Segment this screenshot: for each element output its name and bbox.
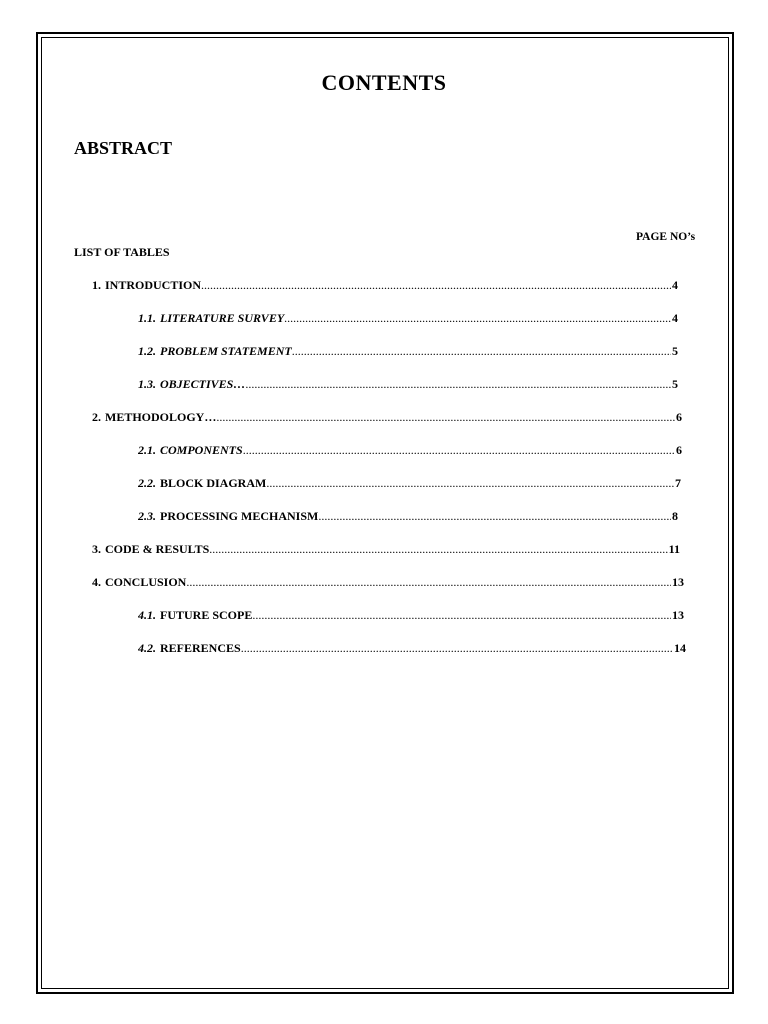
toc-entry-number: 1. [92, 278, 101, 292]
toc-entry-number: 2. [92, 410, 101, 424]
toc-entry-page: 11 [668, 542, 680, 556]
toc-leader-dots [252, 608, 671, 623]
toc-entry-number: 3. [92, 542, 101, 556]
toc-entry-label: FUTURE SCOPE [160, 608, 253, 622]
toc-entry-label: OBJECTIVES… [160, 377, 246, 391]
toc-leader-dots [266, 476, 674, 491]
toc-entry-label: LITERATURE SURVEY [160, 311, 285, 325]
toc-entry-methodology[interactable] [92, 410, 682, 426]
toc-entry-label: PROCESSING MECHANISM [160, 509, 319, 523]
toc-entry-page: 14 [674, 641, 686, 655]
toc-entry-objectives[interactable] [138, 377, 678, 393]
toc-entry-problem-statement[interactable] [138, 344, 678, 360]
toc-leader-dots [216, 410, 675, 425]
toc-entry-page: 5 [672, 344, 678, 358]
toc-entry-components[interactable] [138, 443, 682, 459]
toc-entry-page: 8 [672, 509, 678, 523]
toc-entry-number: 2.1. [138, 443, 156, 457]
toc-leader-dots [241, 641, 673, 656]
toc-entry-introduction[interactable] [92, 278, 678, 294]
toc-entry-number: 4.2. [138, 641, 156, 655]
toc-leader-dots [245, 377, 671, 392]
toc-leader-dots [186, 575, 671, 590]
toc-entry-literature-survey[interactable] [138, 311, 678, 327]
toc-entry-label: METHODOLOGY… [105, 410, 217, 424]
toc-entry-page: 7 [675, 476, 681, 490]
toc-entry-page: 6 [676, 443, 682, 457]
toc-entry-future-scope[interactable] [138, 608, 684, 624]
toc-entry-number: 1.2. [138, 344, 156, 358]
toc-leader-dots [318, 509, 671, 524]
page-no-column-header: PAGE NO’s [636, 231, 696, 243]
toc-entry-page: 13 [672, 575, 684, 589]
toc-entry-page: 6 [676, 410, 682, 424]
toc-leader-dots [243, 443, 675, 458]
toc-entry-label: PROBLEM STATEMENT [160, 344, 292, 358]
toc-entry-number: 4.1. [138, 608, 156, 622]
toc-entry-block-diagram[interactable] [138, 476, 681, 492]
toc-entry-number: 2.2. [138, 476, 156, 490]
toc-entry-label: INTRODUCTION [105, 278, 202, 292]
toc-entry-number: 1.1. [138, 311, 156, 325]
toc-leader-dots [284, 311, 671, 326]
toc-entry-number: 1.3. [138, 377, 156, 391]
toc-entry-page: 4 [672, 311, 678, 325]
toc-entry-number: 4. [92, 575, 101, 589]
toc-entry-label: REFERENCES [160, 641, 241, 655]
toc-leader-dots [201, 278, 671, 293]
toc-leader-dots [209, 542, 667, 557]
toc-entry-page: 4 [672, 278, 678, 292]
list-of-tables-heading: LIST OF TABLES [74, 245, 170, 259]
toc-entry-label: COMPONENTS [160, 443, 243, 457]
toc-entry-label: CODE & RESULTS [105, 542, 210, 556]
abstract-heading: ABSTRACT [74, 138, 173, 158]
toc-entry-label: CONCLUSION [105, 575, 187, 589]
toc-entry-page: 13 [672, 608, 684, 622]
toc-entry-page: 5 [672, 377, 678, 391]
toc-entry-number: 2.3. [138, 509, 156, 523]
toc-leader-dots [292, 344, 671, 359]
page-title: CONTENTS [321, 70, 447, 95]
toc-entry-label: BLOCK DIAGRAM [160, 476, 267, 490]
toc-entry-code-results[interactable] [92, 542, 680, 558]
toc-entry-processing-mechanism[interactable] [138, 509, 678, 525]
toc-entry-conclusion[interactable] [92, 575, 684, 591]
toc-entry-references[interactable] [138, 641, 686, 657]
